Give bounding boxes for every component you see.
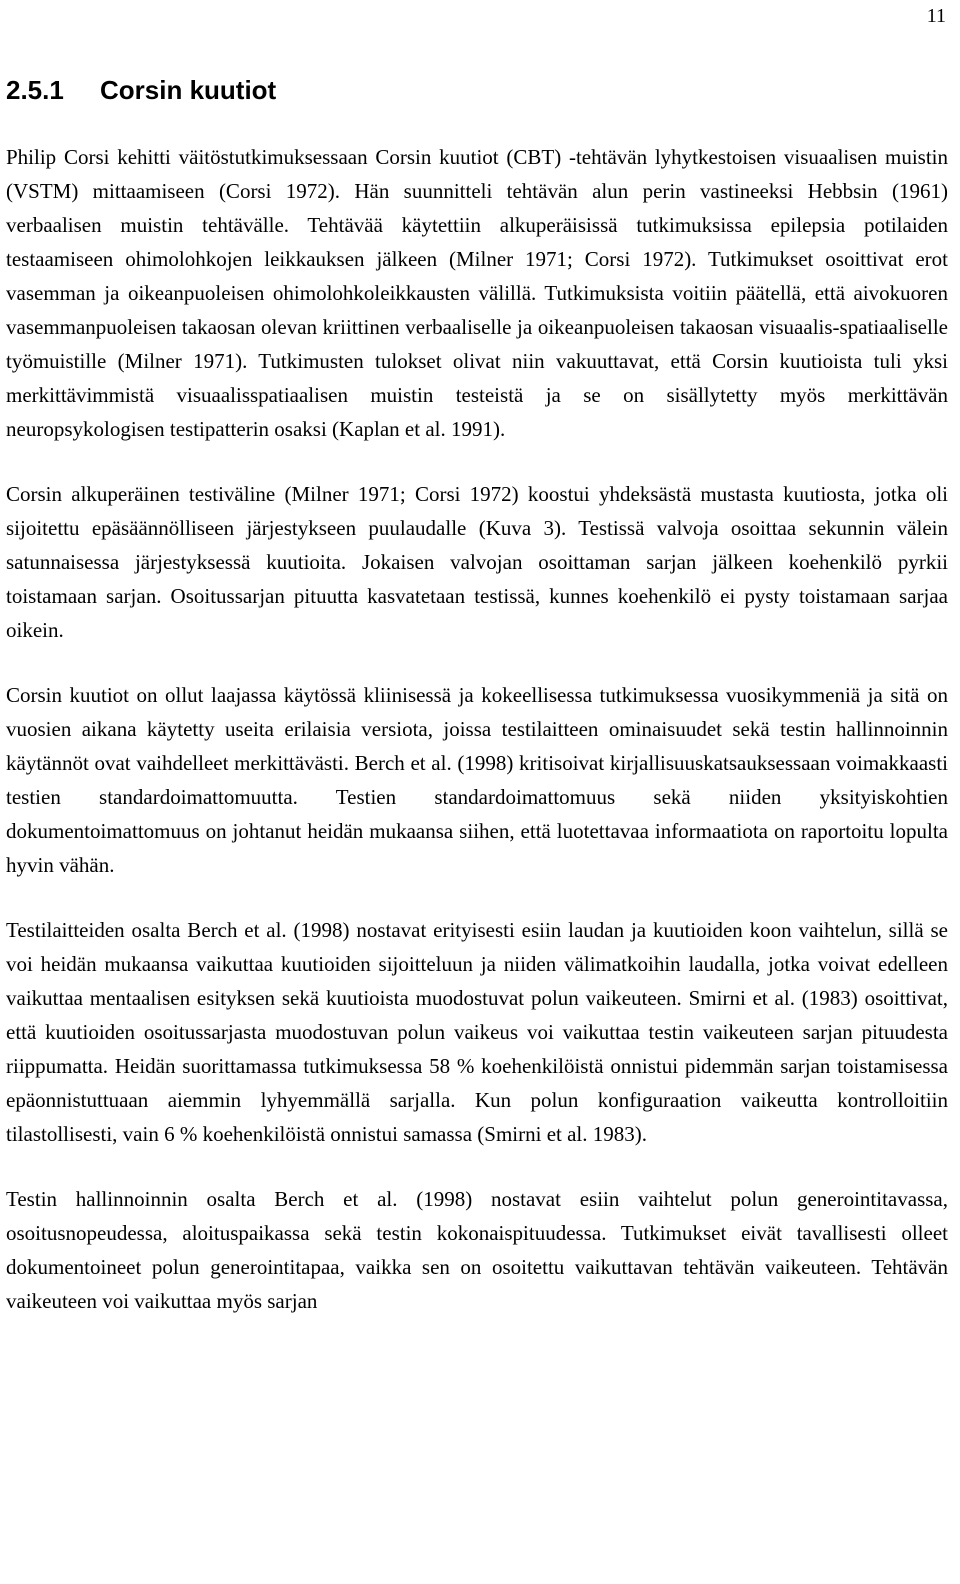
paragraph-3: Corsin kuutiot on ollut laajassa käytössä kliinisessä ja kokeellisessa tutkimuksessa vuosikymmeniä ja sitä on vuosien aikana käytetty useita erilaisia versiota, joissa testilaitteen ominaisuudet sekä testin hallinnoinnin käytännöt ovat vaihdelleet merkittävästi. Berch et al. (1998) kritisoivat kirjallisuuskatsauksessaan voimakkaasti testien standardoimattomuutta. Testien standardoimattomuus sekä niiden yksityiskohtien dokumentoimattomuus on johtanut heidän mukaansa siihen, että luotettavaa informaatiota on raportoitu lopulta hyvin vähän. [6, 683, 948, 877]
paragraph-1: Philip Corsi kehitti väitöstutkimuksessaan Corsin kuutiot (CBT) -tehtävän lyhytkestoisen visuaalisen muistin (VSTM) mittaamiseen (Corsi 1972). Hän suunnitteli tehtävän alun perin vastineeksi Hebbsin (1961) verbaalisen muistin tehtävälle. Tehtävää käytettiin alkuperäisissä tutkimuksissa epilepsia potilaiden testaamiseen ohimolohkojen leikkauksen jälkeen (Milner 1971; Corsi 1972). Tutkimukset osoittivat erot vasemman ja oikeanpuoleisen ohimolohkoleikkausten välillä. Tutkimuksista voitiin päätellä, että aivokuoren vasemmanpuoleisen takaosan olevan kriittinen verbaaliselle ja oikeanpuoleisen takaosan visuaalis-spatiaaliselle työmuistille (Milner 1971). Tutkimusten tulokset olivat niin vakuuttavat, että Corsin kuutioista tuli yksi merkittävimmistä visuaalisspatiaalisen muistin testeistä ja se on sisällytetty myös merkittävän neuropsykologisen testipatterin osaksi (Kaplan et al. 1991). [6, 145, 948, 441]
paragraph-4: Testilaitteiden osalta Berch et al. (1998) nostavat erityisesti esiin laudan ja kuutioiden koon vaihtelun, sillä se voi heidän mukaansa vaikuttaa kuutioiden sijoitteluun ja niiden välimatkoihin laudalla, jotka voivat edelleen vaikuttaa mentaalisen esityksen sekä kuutioista muodostuvat polun vaikeuteen. Smirni et al. (1983) osoittivat, että kuutioiden osoitussarjasta muodostuvan polun vaikeus voi vaikuttaa testin vaikeuteen sarjan pituudesta riippumatta. Heidän suorittamassa tutkimuksessa 58 % koehenkilöistä onnistui pidemmän sarjan toistamisessa epäonnistuttuaan aiemmin lyhyemmällä sarjalla. Kun polun konfiguraation vaikeutta kontrolloitiin tilastollisesti, vain 6 % koehenkilöistä onnistui samassa (Smirni et al. 1983). [6, 918, 948, 1146]
section-title: Corsin kuutiot [100, 75, 277, 105]
body-text [6, 140, 948, 1349]
paragraph-2: Corsin alkuperäinen testiväline (Milner 1971; Corsi 1972) koostui yhdeksästä mustasta kuutiosta, jotka oli sijoitettu epäsäännölliseen järjestykseen puulaudalle (Kuva 3). Testissä valvoja osoittaa sekunnin välein satunnaisessa järjestyksessä kuutioita. Jokaisen valvojan osoittaman sarjan jälkeen koehenkilö pyrkii toistamaan sarjan. Osoitussarjan pituutta kasvatetaan testissä, kunnes koehenkilö ei pysty toistamaan sarjaa oikein. [6, 482, 948, 642]
page-number: 11 [926, 5, 946, 27]
section-number: 2.5.1 [6, 75, 64, 105]
section-heading [6, 72, 276, 108]
paragraph-5: Testin hallinnoinnin osalta Berch et al. (1998) nostavat esiin vaihtelut polun generointitavassa, osoitusnopeudessa, aloituspaikassa sekä testin kokonaispituudessa. Tutkimukset eivät tavallisesti olleet dokumentoineet polun generointitapaa, vaikka sen on osoitettu vaikuttavan tehtävän vaikeuteen. Tehtävän vaikeuteen voi vaikuttaa myös sarjan [6, 1187, 948, 1313]
